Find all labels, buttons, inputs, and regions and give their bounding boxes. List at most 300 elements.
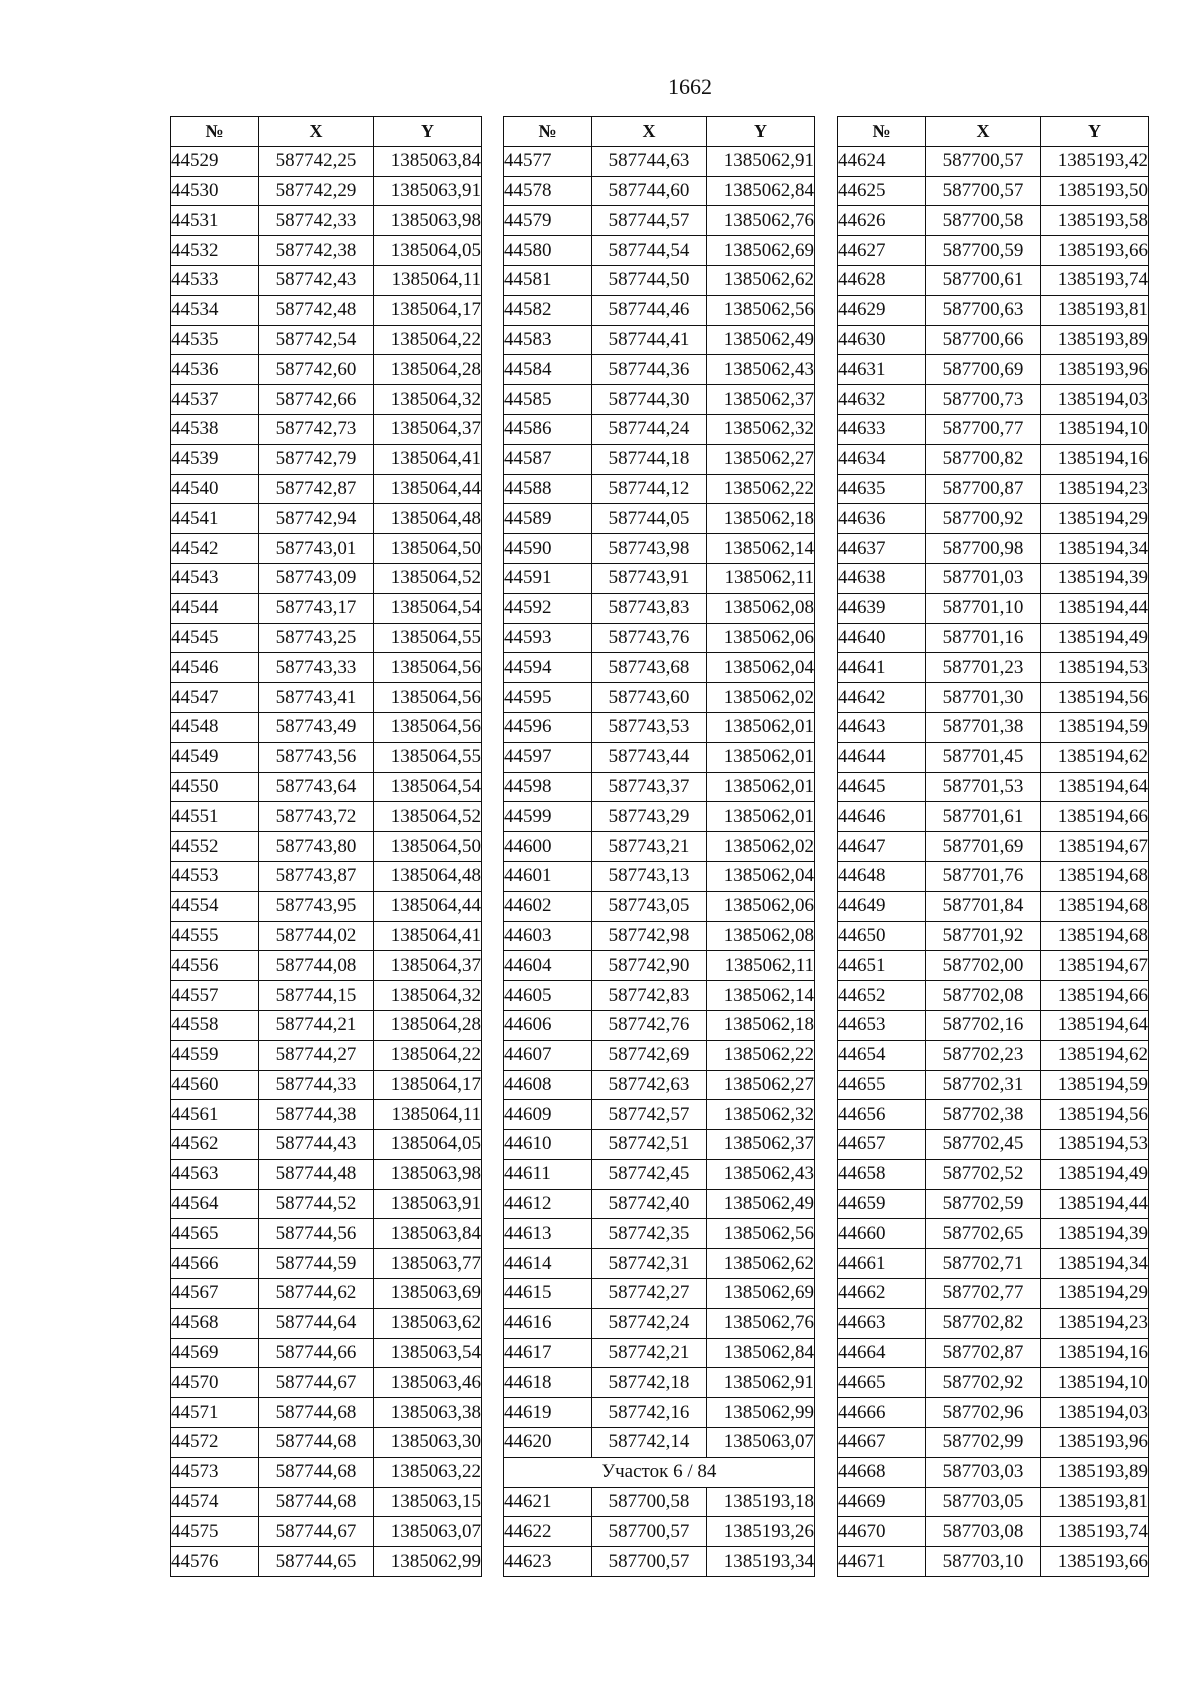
y-coordinate-cell: 1385062,01	[707, 772, 815, 802]
point-number-cell: 44549	[171, 742, 259, 772]
x-coordinate-cell: 587700,57	[926, 176, 1041, 206]
point-number-cell: 44583	[504, 325, 592, 355]
x-coordinate-cell: 587744,68	[259, 1457, 374, 1487]
x-coordinate-cell: 587703,05	[926, 1487, 1041, 1517]
point-number-cell: 44571	[171, 1398, 259, 1428]
y-coordinate-cell: 1385062,06	[707, 891, 815, 921]
y-coordinate-cell: 1385063,54	[374, 1338, 482, 1368]
table-row	[838, 474, 1149, 504]
point-number-cell: 44591	[504, 563, 592, 593]
point-number-cell: 44661	[838, 1249, 926, 1279]
point-number-cell: 44626	[838, 206, 926, 236]
y-coordinate-cell: 1385062,43	[707, 355, 815, 385]
x-coordinate-cell: 587702,00	[926, 951, 1041, 981]
point-number-cell: 44614	[504, 1249, 592, 1279]
x-coordinate-cell: 587744,59	[259, 1249, 374, 1279]
coordinates-table-3	[837, 116, 1149, 1577]
y-coordinate-cell: 1385062,37	[707, 385, 815, 415]
table-row	[504, 1517, 815, 1547]
point-number-cell: 44550	[171, 772, 259, 802]
table-row	[171, 1219, 482, 1249]
y-coordinate-cell: 1385063,22	[374, 1457, 482, 1487]
point-number-cell: 44568	[171, 1308, 259, 1338]
table-row	[838, 1398, 1149, 1428]
point-number-cell: 44610	[504, 1130, 592, 1160]
y-coordinate-cell: 1385193,96	[1041, 1428, 1149, 1458]
table-row	[504, 474, 815, 504]
x-coordinate-cell: 587744,64	[259, 1308, 374, 1338]
y-coordinate-cell: 1385194,44	[1041, 593, 1149, 623]
point-number-cell: 44564	[171, 1189, 259, 1219]
x-coordinate-cell: 587744,48	[259, 1159, 374, 1189]
table-row	[504, 206, 815, 236]
table-row	[838, 1100, 1149, 1130]
x-coordinate-cell: 587744,27	[259, 1040, 374, 1070]
y-coordinate-cell: 1385062,62	[707, 265, 815, 295]
x-coordinate-cell: 587701,10	[926, 593, 1041, 623]
table-row	[171, 504, 482, 534]
y-coordinate-cell: 1385064,11	[374, 1100, 482, 1130]
x-coordinate-cell: 587744,43	[259, 1130, 374, 1160]
y-coordinate-cell: 1385062,27	[707, 444, 815, 474]
y-coordinate-cell: 1385062,69	[707, 1279, 815, 1309]
x-coordinate-cell: 587744,41	[592, 325, 707, 355]
y-coordinate-cell: 1385062,76	[707, 1308, 815, 1338]
table-row	[838, 772, 1149, 802]
table-row	[504, 265, 815, 295]
x-coordinate-cell: 587700,61	[926, 265, 1041, 295]
table-row	[504, 1398, 815, 1428]
point-number-cell: 44556	[171, 951, 259, 981]
x-coordinate-cell: 587742,27	[592, 1279, 707, 1309]
y-coordinate-cell: 1385062,08	[707, 921, 815, 951]
y-coordinate-cell: 1385062,02	[707, 683, 815, 713]
table-row	[171, 563, 482, 593]
table-row	[504, 1100, 815, 1130]
y-coordinate-cell: 1385063,91	[374, 176, 482, 206]
y-coordinate-cell: 1385193,42	[1041, 146, 1149, 176]
y-coordinate-cell: 1385062,91	[707, 146, 815, 176]
point-number-cell: 44606	[504, 1010, 592, 1040]
point-number-cell: 44577	[504, 146, 592, 176]
table-row	[171, 1398, 482, 1428]
x-coordinate-cell: 587744,62	[259, 1279, 374, 1309]
x-coordinate-cell: 587743,25	[259, 623, 374, 653]
point-number-cell: 44643	[838, 712, 926, 742]
point-number-cell: 44656	[838, 1100, 926, 1130]
point-number-cell: 44629	[838, 295, 926, 325]
point-number-cell: 44645	[838, 772, 926, 802]
table-row	[838, 1040, 1149, 1070]
table-row	[504, 355, 815, 385]
table-row	[504, 1010, 815, 1040]
y-coordinate-cell: 1385194,64	[1041, 772, 1149, 802]
point-number-cell: 44566	[171, 1249, 259, 1279]
x-coordinate-cell: 587742,66	[259, 385, 374, 415]
point-number-cell: 44639	[838, 593, 926, 623]
point-number-cell: 44589	[504, 504, 592, 534]
x-coordinate-cell: 587700,98	[926, 534, 1041, 564]
y-coordinate-cell: 1385193,81	[1041, 295, 1149, 325]
point-number-cell: 44596	[504, 712, 592, 742]
table-row	[504, 444, 815, 474]
point-number-cell: 44608	[504, 1070, 592, 1100]
point-number-cell: 44659	[838, 1189, 926, 1219]
x-coordinate-cell: 587700,92	[926, 504, 1041, 534]
table-row	[504, 1308, 815, 1338]
point-number-cell: 44602	[504, 891, 592, 921]
table-row	[838, 1249, 1149, 1279]
table-row	[838, 146, 1149, 176]
point-number-cell: 44603	[504, 921, 592, 951]
x-coordinate-cell: 587700,57	[592, 1517, 707, 1547]
column-header-x: X	[926, 117, 1041, 147]
y-coordinate-cell: 1385064,41	[374, 444, 482, 474]
table-row	[504, 176, 815, 206]
table-row	[838, 623, 1149, 653]
y-coordinate-cell: 1385194,67	[1041, 951, 1149, 981]
point-number-cell: 44641	[838, 653, 926, 683]
y-coordinate-cell: 1385064,52	[374, 563, 482, 593]
point-number-cell: 44623	[504, 1547, 592, 1577]
x-coordinate-cell: 587743,72	[259, 802, 374, 832]
point-number-cell: 44534	[171, 295, 259, 325]
x-coordinate-cell: 587743,80	[259, 832, 374, 862]
table-row	[838, 444, 1149, 474]
x-coordinate-cell: 587701,16	[926, 623, 1041, 653]
x-coordinate-cell: 587700,57	[592, 1547, 707, 1577]
column-header-number: №	[838, 117, 926, 147]
point-number-cell: 44538	[171, 414, 259, 444]
y-coordinate-cell: 1385194,53	[1041, 653, 1149, 683]
point-number-cell: 44652	[838, 981, 926, 1011]
x-coordinate-cell: 587742,43	[259, 265, 374, 295]
x-coordinate-cell: 587703,08	[926, 1517, 1041, 1547]
column-header-x: X	[259, 117, 374, 147]
x-coordinate-cell: 587744,21	[259, 1010, 374, 1040]
y-coordinate-cell: 1385194,23	[1041, 1308, 1149, 1338]
point-number-cell: 44531	[171, 206, 259, 236]
table-row	[838, 1189, 1149, 1219]
point-number-cell: 44597	[504, 742, 592, 772]
x-coordinate-cell: 587743,17	[259, 593, 374, 623]
point-number-cell: 44649	[838, 891, 926, 921]
x-coordinate-cell: 587702,38	[926, 1100, 1041, 1130]
y-coordinate-cell: 1385063,30	[374, 1428, 482, 1458]
table-row	[504, 1040, 815, 1070]
table-row	[504, 712, 815, 742]
table-row	[171, 683, 482, 713]
table-row	[838, 504, 1149, 534]
point-number-cell: 44587	[504, 444, 592, 474]
table-row	[171, 861, 482, 891]
point-number-cell: 44552	[171, 832, 259, 862]
y-coordinate-cell: 1385193,58	[1041, 206, 1149, 236]
x-coordinate-cell: 587744,54	[592, 236, 707, 266]
point-number-cell: 44611	[504, 1159, 592, 1189]
x-coordinate-cell: 587743,49	[259, 712, 374, 742]
point-number-cell: 44657	[838, 1130, 926, 1160]
point-number-cell: 44532	[171, 236, 259, 266]
table-row	[504, 861, 815, 891]
table-row	[504, 385, 815, 415]
x-coordinate-cell: 587744,52	[259, 1189, 374, 1219]
point-number-cell: 44594	[504, 653, 592, 683]
y-coordinate-cell: 1385193,74	[1041, 265, 1149, 295]
x-coordinate-cell: 587742,14	[592, 1428, 707, 1458]
point-number-cell: 44542	[171, 534, 259, 564]
x-coordinate-cell: 587742,69	[592, 1040, 707, 1070]
y-coordinate-cell: 1385193,81	[1041, 1487, 1149, 1517]
table-row	[171, 1308, 482, 1338]
point-number-cell: 44607	[504, 1040, 592, 1070]
x-coordinate-cell: 587701,38	[926, 712, 1041, 742]
y-coordinate-cell: 1385064,44	[374, 474, 482, 504]
point-number-cell: 44543	[171, 563, 259, 593]
y-coordinate-cell: 1385064,37	[374, 414, 482, 444]
y-coordinate-cell: 1385064,54	[374, 593, 482, 623]
x-coordinate-cell: 587743,56	[259, 742, 374, 772]
y-coordinate-cell: 1385064,05	[374, 1130, 482, 1160]
table-row	[171, 474, 482, 504]
x-coordinate-cell: 587743,01	[259, 534, 374, 564]
table-row	[171, 534, 482, 564]
y-coordinate-cell: 1385064,50	[374, 832, 482, 862]
x-coordinate-cell: 587742,33	[259, 206, 374, 236]
x-coordinate-cell: 587700,59	[926, 236, 1041, 266]
y-coordinate-cell: 1385193,96	[1041, 355, 1149, 385]
x-coordinate-cell: 587702,31	[926, 1070, 1041, 1100]
point-number-cell: 44647	[838, 832, 926, 862]
x-coordinate-cell: 587742,21	[592, 1338, 707, 1368]
y-coordinate-cell: 1385194,16	[1041, 1338, 1149, 1368]
point-number-cell: 44539	[171, 444, 259, 474]
y-coordinate-cell: 1385062,18	[707, 1010, 815, 1040]
y-coordinate-cell: 1385064,32	[374, 981, 482, 1011]
x-coordinate-cell: 587743,41	[259, 683, 374, 713]
point-number-cell: 44662	[838, 1279, 926, 1309]
table-row	[504, 1070, 815, 1100]
table-row	[504, 981, 815, 1011]
table-row	[171, 921, 482, 951]
x-coordinate-cell: 587702,92	[926, 1368, 1041, 1398]
point-number-cell: 44634	[838, 444, 926, 474]
y-coordinate-cell: 1385064,56	[374, 683, 482, 713]
point-number-cell: 44658	[838, 1159, 926, 1189]
table-row	[171, 1487, 482, 1517]
y-coordinate-cell: 1385064,32	[374, 385, 482, 415]
y-coordinate-cell: 1385194,23	[1041, 474, 1149, 504]
y-coordinate-cell: 1385062,04	[707, 653, 815, 683]
table-row	[838, 1279, 1149, 1309]
x-coordinate-cell: 587744,56	[259, 1219, 374, 1249]
x-coordinate-cell: 587744,63	[592, 146, 707, 176]
y-coordinate-cell: 1385064,55	[374, 623, 482, 653]
column-header-x: X	[592, 117, 707, 147]
point-number-cell: 44618	[504, 1368, 592, 1398]
point-number-cell: 44600	[504, 832, 592, 862]
y-coordinate-cell: 1385063,38	[374, 1398, 482, 1428]
y-coordinate-cell: 1385063,84	[374, 1219, 482, 1249]
x-coordinate-cell: 587702,23	[926, 1040, 1041, 1070]
x-coordinate-cell: 587743,44	[592, 742, 707, 772]
x-coordinate-cell: 587744,24	[592, 414, 707, 444]
point-number-cell: 44570	[171, 1368, 259, 1398]
point-number-cell: 44548	[171, 712, 259, 742]
table-row	[504, 1219, 815, 1249]
x-coordinate-cell: 587744,60	[592, 176, 707, 206]
point-number-cell: 44644	[838, 742, 926, 772]
x-coordinate-cell: 587700,58	[592, 1487, 707, 1517]
table-row	[838, 534, 1149, 564]
table-row	[838, 951, 1149, 981]
point-number-cell: 44669	[838, 1487, 926, 1517]
table-row	[171, 176, 482, 206]
point-number-cell: 44628	[838, 265, 926, 295]
table-row	[838, 1457, 1149, 1487]
coordinates-table-1	[170, 116, 482, 1577]
table-row	[838, 981, 1149, 1011]
y-coordinate-cell: 1385062,62	[707, 1249, 815, 1279]
y-coordinate-cell: 1385063,46	[374, 1368, 482, 1398]
y-coordinate-cell: 1385062,43	[707, 1159, 815, 1189]
point-number-cell: 44573	[171, 1457, 259, 1487]
table-row	[171, 1368, 482, 1398]
y-coordinate-cell: 1385194,62	[1041, 742, 1149, 772]
x-coordinate-cell: 587742,54	[259, 325, 374, 355]
point-number-cell: 44546	[171, 653, 259, 683]
point-number-cell: 44578	[504, 176, 592, 206]
point-number-cell: 44633	[838, 414, 926, 444]
x-coordinate-cell: 587744,67	[259, 1368, 374, 1398]
y-coordinate-cell: 1385064,05	[374, 236, 482, 266]
x-coordinate-cell: 587743,05	[592, 891, 707, 921]
table-row	[504, 921, 815, 951]
y-coordinate-cell: 1385062,01	[707, 742, 815, 772]
y-coordinate-cell: 1385063,98	[374, 206, 482, 236]
point-number-cell: 44620	[504, 1428, 592, 1458]
table-row	[171, 712, 482, 742]
table-row	[838, 683, 1149, 713]
point-number-cell: 44533	[171, 265, 259, 295]
y-coordinate-cell: 1385062,06	[707, 623, 815, 653]
point-number-cell: 44544	[171, 593, 259, 623]
x-coordinate-cell: 587743,87	[259, 861, 374, 891]
y-coordinate-cell: 1385062,91	[707, 1368, 815, 1398]
x-coordinate-cell: 587701,30	[926, 683, 1041, 713]
point-number-cell: 44595	[504, 683, 592, 713]
point-number-cell: 44569	[171, 1338, 259, 1368]
y-coordinate-cell: 1385062,99	[374, 1547, 482, 1577]
table-row	[504, 1249, 815, 1279]
y-coordinate-cell: 1385194,59	[1041, 1070, 1149, 1100]
table-row	[171, 236, 482, 266]
y-coordinate-cell: 1385194,16	[1041, 444, 1149, 474]
x-coordinate-cell: 587743,60	[592, 683, 707, 713]
column-header-number: №	[504, 117, 592, 147]
table-header-row	[838, 117, 1149, 147]
point-number-cell: 44559	[171, 1040, 259, 1070]
y-coordinate-cell: 1385194,49	[1041, 623, 1149, 653]
point-number-cell: 44635	[838, 474, 926, 504]
table-row	[504, 325, 815, 355]
point-number-cell: 44588	[504, 474, 592, 504]
point-number-cell: 44554	[171, 891, 259, 921]
point-number-cell: 44654	[838, 1040, 926, 1070]
point-number-cell: 44632	[838, 385, 926, 415]
y-coordinate-cell: 1385064,50	[374, 534, 482, 564]
x-coordinate-cell: 587701,23	[926, 653, 1041, 683]
x-coordinate-cell: 587744,33	[259, 1070, 374, 1100]
point-number-cell: 44575	[171, 1517, 259, 1547]
x-coordinate-cell: 587743,76	[592, 623, 707, 653]
x-coordinate-cell: 587702,82	[926, 1308, 1041, 1338]
point-number-cell: 44558	[171, 1010, 259, 1040]
x-coordinate-cell: 587742,90	[592, 951, 707, 981]
point-number-cell: 44648	[838, 861, 926, 891]
x-coordinate-cell: 587700,57	[926, 146, 1041, 176]
column-header-y: Y	[1041, 117, 1149, 147]
x-coordinate-cell: 587743,53	[592, 712, 707, 742]
x-coordinate-cell: 587742,51	[592, 1130, 707, 1160]
table-row	[838, 355, 1149, 385]
table-row	[171, 593, 482, 623]
y-coordinate-cell: 1385064,44	[374, 891, 482, 921]
x-coordinate-cell: 587700,58	[926, 206, 1041, 236]
x-coordinate-cell: 587743,98	[592, 534, 707, 564]
table-row	[171, 206, 482, 236]
x-coordinate-cell: 587700,87	[926, 474, 1041, 504]
table-row	[838, 385, 1149, 415]
y-coordinate-cell: 1385194,03	[1041, 385, 1149, 415]
x-coordinate-cell: 587744,18	[592, 444, 707, 474]
table-row	[171, 1189, 482, 1219]
x-coordinate-cell: 587702,96	[926, 1398, 1041, 1428]
point-number-cell: 44562	[171, 1130, 259, 1160]
table-row	[504, 1189, 815, 1219]
x-coordinate-cell: 587703,03	[926, 1457, 1041, 1487]
point-number-cell: 44664	[838, 1338, 926, 1368]
y-coordinate-cell: 1385062,11	[707, 563, 815, 593]
x-coordinate-cell: 587742,60	[259, 355, 374, 385]
x-coordinate-cell: 587701,53	[926, 772, 1041, 802]
point-number-cell: 44655	[838, 1070, 926, 1100]
point-number-cell: 44536	[171, 355, 259, 385]
point-number-cell: 44598	[504, 772, 592, 802]
x-coordinate-cell: 587742,87	[259, 474, 374, 504]
y-coordinate-cell: 1385063,84	[374, 146, 482, 176]
y-coordinate-cell: 1385194,53	[1041, 1130, 1149, 1160]
table-row	[171, 742, 482, 772]
table-row	[838, 1130, 1149, 1160]
table-row	[838, 891, 1149, 921]
y-coordinate-cell: 1385062,14	[707, 534, 815, 564]
y-coordinate-cell: 1385062,76	[707, 206, 815, 236]
y-coordinate-cell: 1385064,17	[374, 295, 482, 325]
table-row	[171, 444, 482, 474]
x-coordinate-cell: 587701,69	[926, 832, 1041, 862]
x-coordinate-cell: 587700,82	[926, 444, 1041, 474]
table-row	[838, 802, 1149, 832]
point-number-cell: 44565	[171, 1219, 259, 1249]
table-row	[171, 1457, 482, 1487]
table-row	[171, 1249, 482, 1279]
y-coordinate-cell: 1385194,68	[1041, 861, 1149, 891]
y-coordinate-cell: 1385064,37	[374, 951, 482, 981]
point-number-cell: 44638	[838, 563, 926, 593]
table-row	[171, 146, 482, 176]
y-coordinate-cell: 1385193,18	[707, 1487, 815, 1517]
